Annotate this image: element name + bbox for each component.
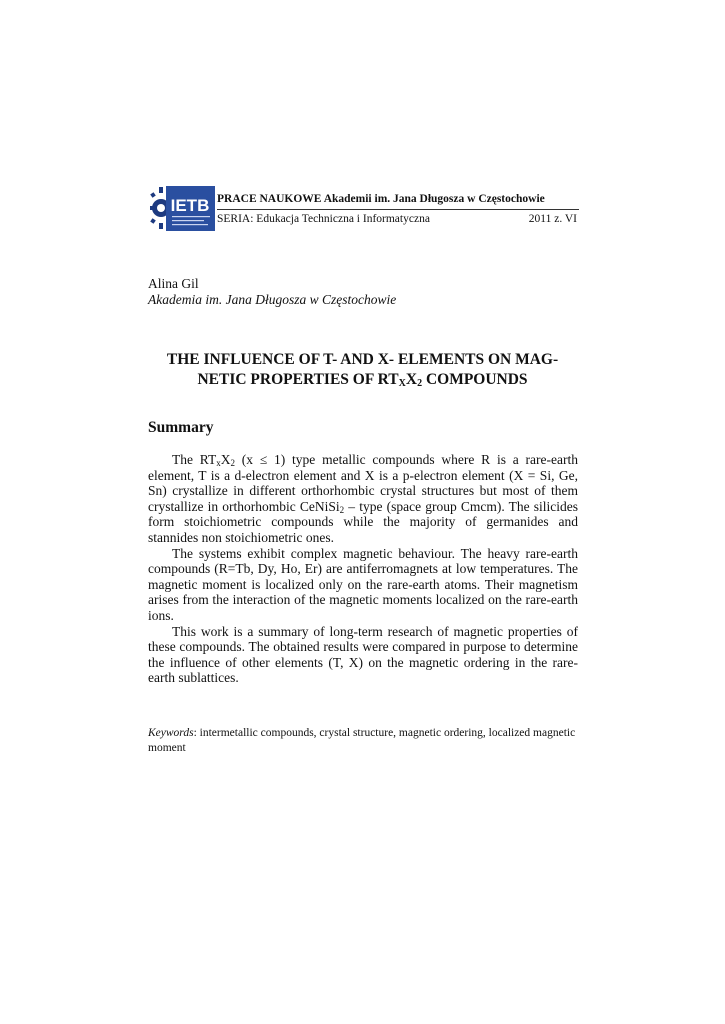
summary-paragraph-2: The systems exhibit complex magnetic behaviour. The heavy rare-earth compounds (R=Tb, Dy, Ho, Er) are antiferromagnets at low temperatures. The magnetic moment is localized only on the rare-earth atoms. Their magnetism arises from the interaction of the magnetic moments localized on the rare-earth ions. (148, 545, 578, 623)
header-divider (217, 209, 579, 210)
summary-paragraph-3: This work is a summary of long-term research of magnetic properties of these compounds. The obtained results were compared in purpose to determine the influence of other elements (T, X) on the magnetic ordering in the rare-earth sublattices. (148, 623, 578, 686)
summary-body (148, 452, 578, 686)
title-line-2: NETIC PROPERTIES OF $RT_XX_2$ COMPOUNDS (197, 371, 528, 389)
logo-text: IETB (170, 196, 210, 215)
keywords-text: intermetallic compounds, crystal structure, magnetic ordering, localized magnetic moment (148, 727, 576, 754)
title-line-1: THE INFLUENCE OF T- AND X- ELEMENTS ON MAG- (166, 351, 559, 368)
journal-logo (148, 183, 216, 233)
journal-issue: 2011 z. VI (528, 213, 577, 225)
keywords: Keywords: intermetallic compounds, crystal structure, magnetic ordering, localized magnetic moment (148, 727, 576, 754)
paper-title (140, 350, 585, 390)
author-name: Alina Gil (148, 276, 199, 291)
keywords-label: Keywords (148, 727, 194, 739)
journal-series: SERIA: Edukacja Techniczna i Informatyczna (217, 213, 430, 225)
summary-paragraph-1: The $RT_xX_2$ (x ≤ 1) type metallic compounds where R is a rare-earth element, T is a d-electron element and X is a p-electron element (X = Si, Ge, Sn) crystallize in different orthorhombic crystal structures but most of them crystallize in orthorhombic CeNiSi$_2$ – type (space group Cmcm). The silicides form stoichiometric compounds while the majority of germanides and stannides non stoichiometric ones. (148, 452, 578, 545)
author-affiliation: Akademia im. Jana Długosza w Częstochowie (148, 292, 397, 307)
summary-heading: Summary (148, 419, 214, 436)
journal-title: PRACE NAUKOWE Akademii im. Jana Długosza w Częstochowie (217, 193, 545, 205)
